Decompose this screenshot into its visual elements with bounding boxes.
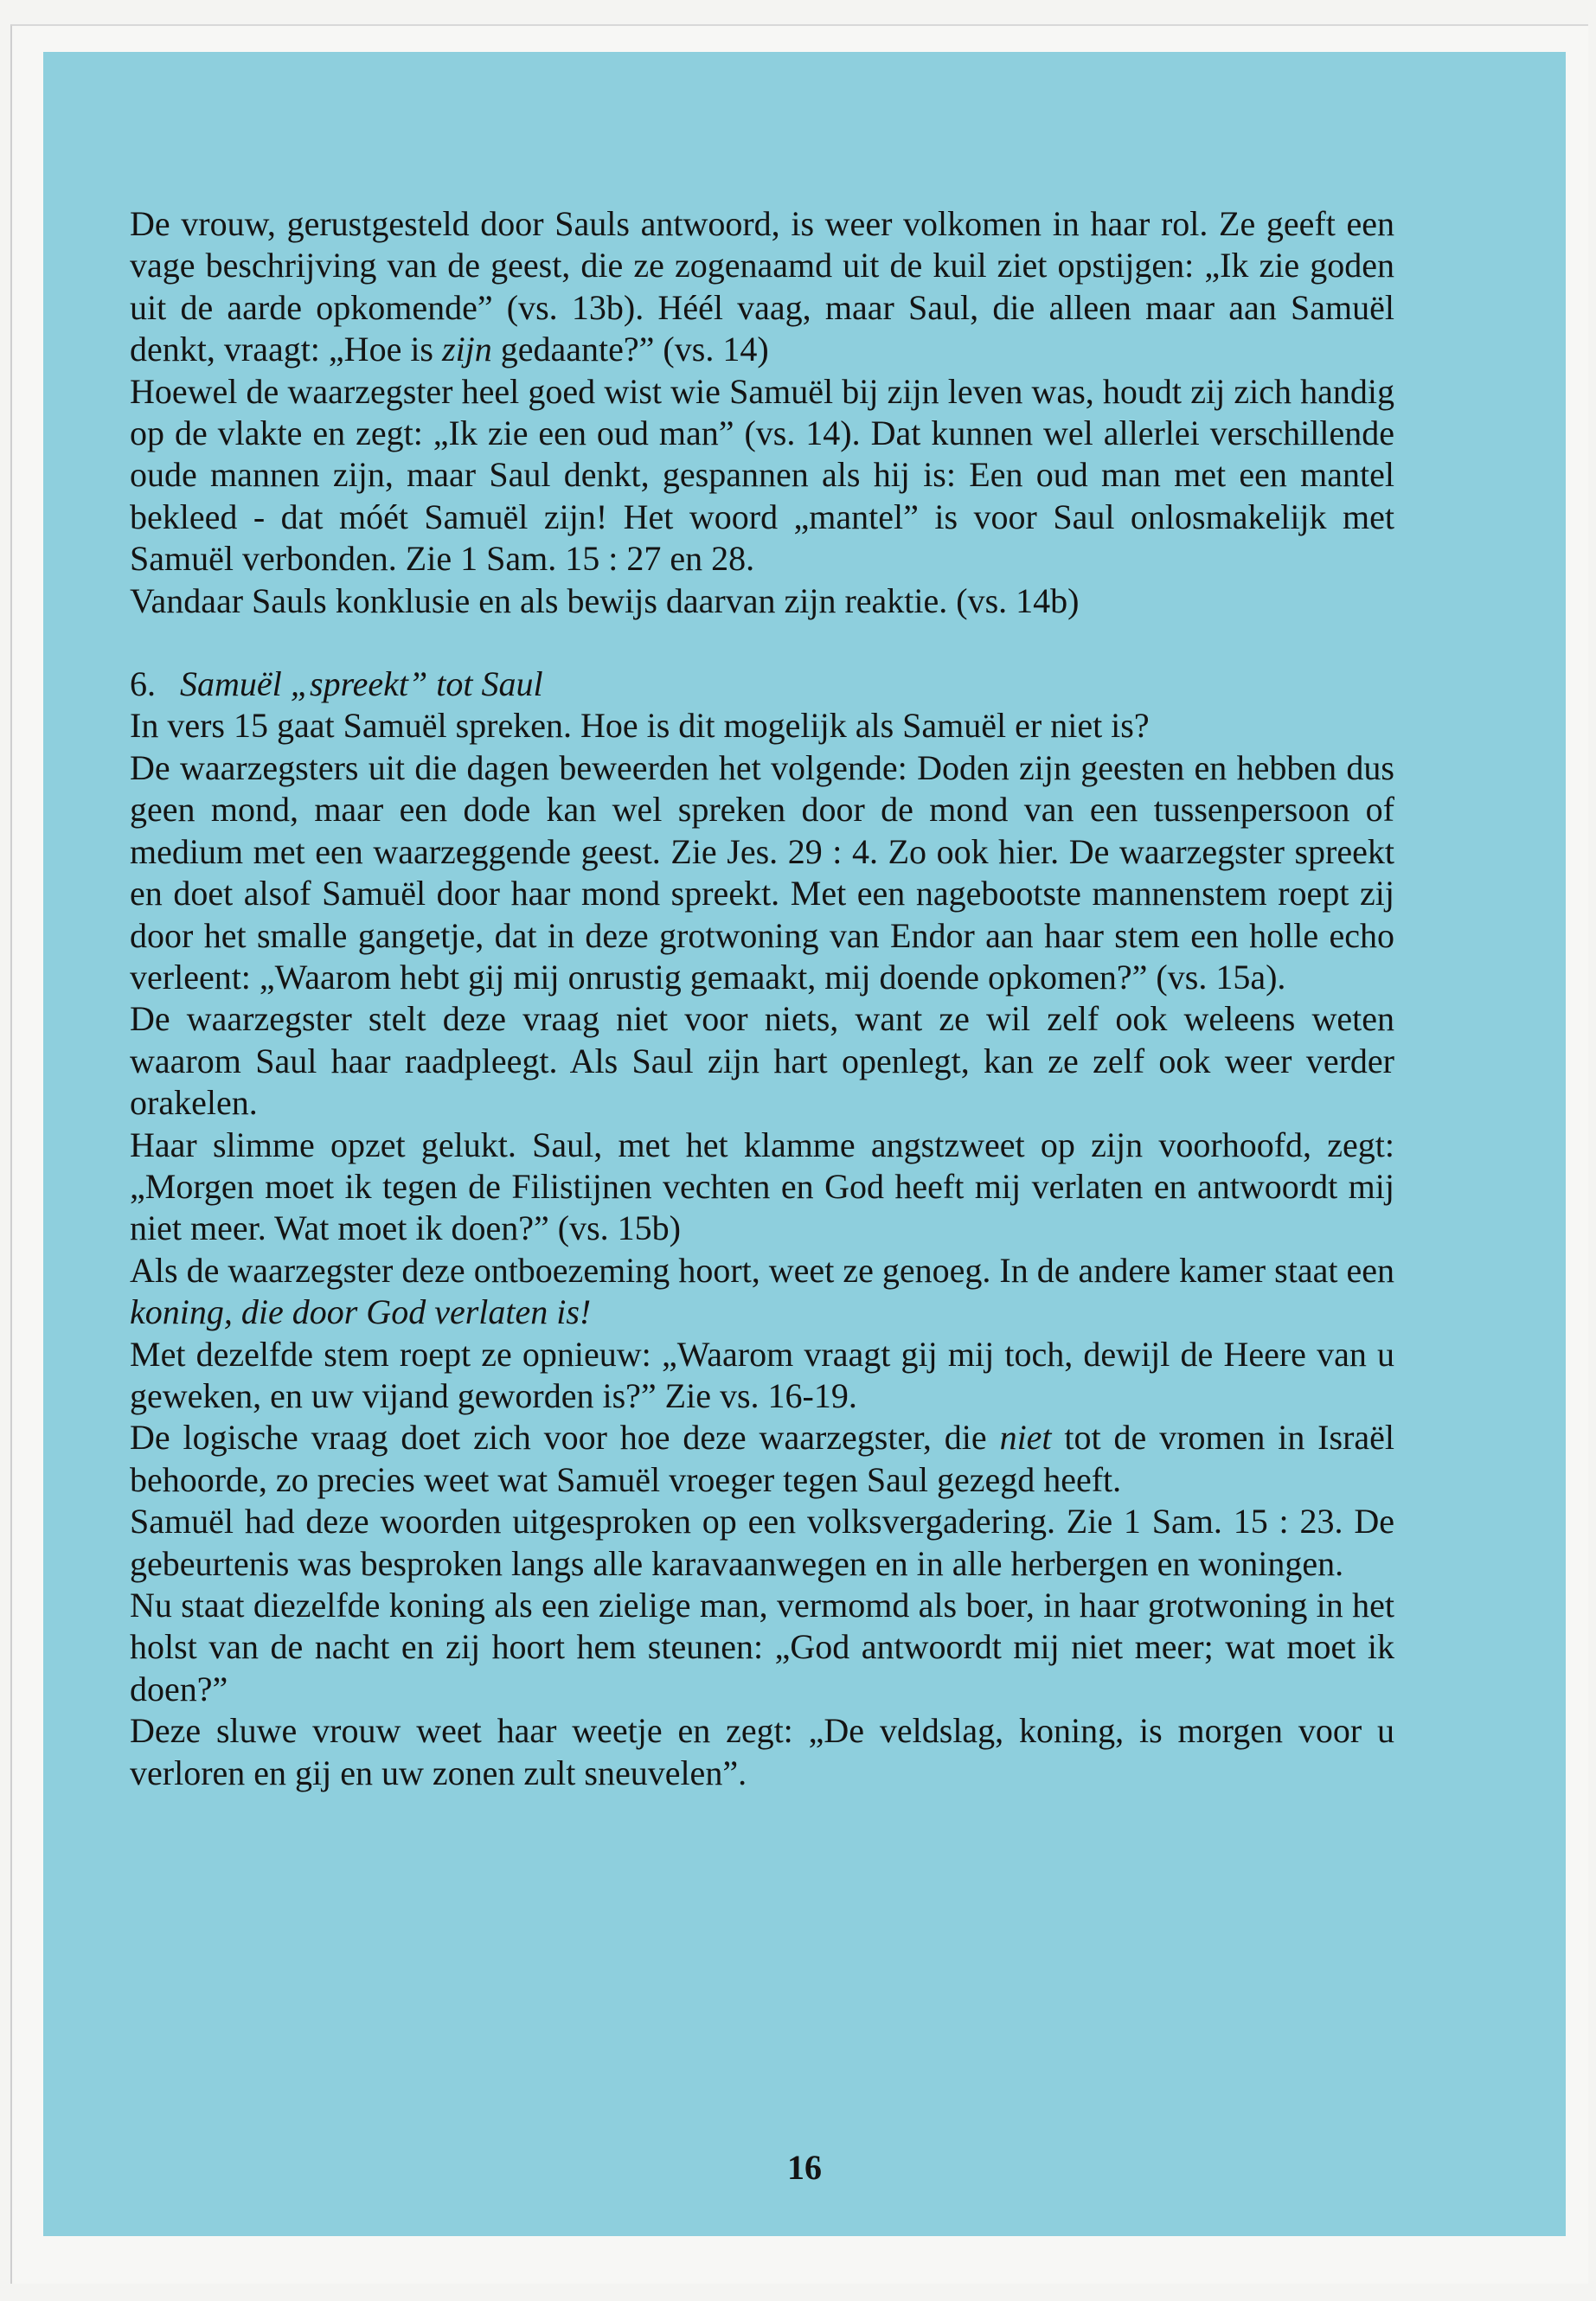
- paragraph-4: In vers 15 gaat Samuël spreken. Hoe is dit mogelijk als Samuël er niet is?: [130, 706, 1150, 746]
- body-text: [130, 203, 1394, 1794]
- paragraph-9: Met dezelfde stem roept ze opnieuw: „Waarom vraagt gij mij toch, dewijl de Heere van u geweken, en uw vijand geworden is?” Zie vs. 16-19.: [130, 1334, 1394, 1415]
- section-gap: [130, 622, 1394, 663]
- paragraph-11: Samuël had deze woorden uitgesproken op een volksvergadering. Zie 1 Sam. 15 : 23. De gebeurtenis was besproken langs alle karavaanwegen en in alle herbergen en woningen.: [130, 1502, 1394, 1583]
- paragraph-1: [130, 203, 1394, 371]
- paragraph-3: Vandaar Sauls konklusie en als bewijs daarvan zijn reaktie. (vs. 14b): [130, 580, 1080, 620]
- paragraph-12: Nu staat diezelfde koning als een zielige man, vermomd als boer, in haar grotwoning in het holst van de nacht en zij hoort hem steunen: „God antwoordt mij niet meer; wat moet ik doen?”: [130, 1586, 1394, 1708]
- paragraph-1-end: gedaante?” (vs. 14): [500, 330, 769, 369]
- section-title: Samuël „spreekt” tot Saul: [180, 664, 543, 704]
- paragraph-2: Hoewel de waarzegster heel goed wist wie Samuël bij zijn leven was, houdt zij zich handig op de vlakte en zegt: „Ik zie een oud man” (vs. 14). Dat kunnen wel allerlei verschillende oude mannen zijn, maar Saul denkt, gespannen als hij is: Een oud man met een mantel bekleed - dat móét Samuël zijn! Het woord „mantel” is voor Saul onlosmakelijk met Samuël verbonden. Zie 1 Sam. 15 : 27 en 28.: [130, 371, 1394, 579]
- paragraph-10-end: tot de vromen in Israël behoorde, zo precies weet wat Samuël vroeger tegen Saul gezegd heeft.: [130, 1418, 1395, 1499]
- paragraph-10: [130, 1417, 1394, 1501]
- paragraph-13: Deze sluwe vrouw weet haar weetje en zegt: „De veldslag, koning, is morgen voor u verloren en gij en uw zonen zult sneuvelen”.: [130, 1711, 1394, 1792]
- section-heading: [130, 663, 1394, 705]
- paragraph-10-emphasis: niet: [999, 1418, 1052, 1458]
- paragraph-6: De waarzegster stelt deze vraag niet voor niets, want ze wil zelf ook weleens weten waarom Saul haar raadpleegt. Als Saul zijn hart openlegt, kan ze zelf ook weer verder orakelen.: [130, 999, 1394, 1123]
- paragraph-5: De waarzegsters uit die dagen beweerden het volgende: Doden zijn geesten en hebben dus geen mond, maar een dode kan wel spreken door de mond van een tussenpersoon of medium met een waarzeggende geest. Zie Jes. 29 : 4. Zo ook hier. De waarzegster spreekt en doet alsof Samuël door haar mond spreekt. Met een nagebootste mannenstem roept zij door het smalle gangetje, dat in deze grotwoning van Endor aan haar stem een holle echo verleent: „Waarom hebt gij mij onrustig gemaakt, mij doende opkomen?” (vs. 15a).: [130, 747, 1394, 997]
- section-number: 6.: [130, 664, 156, 704]
- paragraph-1-text: De vrouw, gerustgesteld door Sauls antwoord, is weer volkomen in haar rol. Ze geeft een vage beschrijving van de geest, die ze zogenaamd uit de kuil ziet opstijgen: „Ik zie goden uit de aarde opkomende” (vs. 13b). Héél vaag, maar Saul, die alleen maar aan Samuël denkt, vraagt: „Hoe is: [130, 204, 1394, 369]
- paragraph-1-emphasis: zijn: [442, 330, 492, 369]
- paragraph-7: Haar slimme opzet gelukt. Saul, met het klamme angstzweet op zijn voorhoofd, zegt: „Morgen moet ik tegen de Filistijnen vechten en God heeft mij verlaten en antwoordt mij niet meer. Wat moet ik doen?” (vs. 15b): [130, 1125, 1394, 1248]
- paragraph-10-text: De logische vraag doet zich voor hoe deze waarzegster, die: [130, 1418, 987, 1458]
- page-number: 16: [787, 2148, 822, 2187]
- paragraph-8-emphasis: koning, die door God verlaten is!: [130, 1292, 592, 1332]
- paragraph-8-text: Als de waarzegster deze ontboezeming hoort, weet ze genoeg. In de andere kamer staat een: [130, 1250, 1394, 1290]
- paragraph-8: [130, 1250, 1394, 1334]
